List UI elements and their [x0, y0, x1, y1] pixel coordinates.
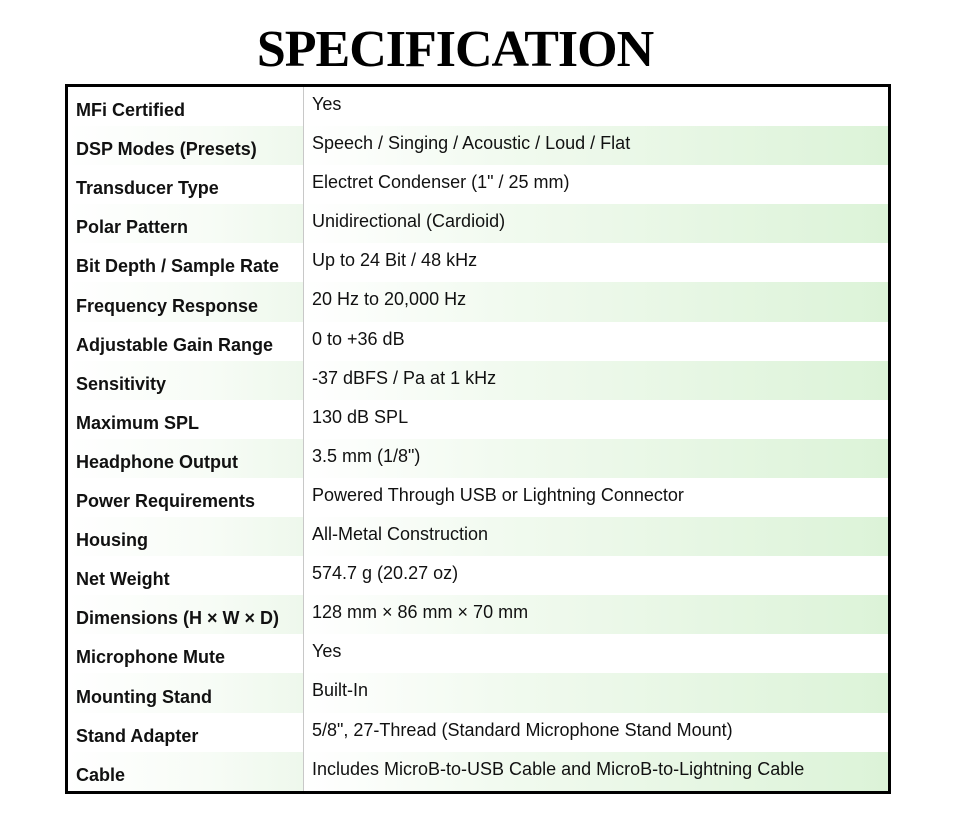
spec-row	[68, 634, 888, 673]
spec-label: Cable	[68, 752, 304, 791]
spec-label: Polar Pattern	[68, 204, 304, 243]
spec-label: Stand Adapter	[68, 713, 304, 752]
spec-value: -37 dBFS / Pa at 1 kHz	[304, 361, 888, 400]
spec-row	[68, 322, 888, 361]
spec-value: 128 mm × 86 mm × 70 mm	[304, 595, 888, 634]
spec-row	[68, 517, 888, 556]
spec-row	[68, 752, 888, 791]
spec-value: 0 to +36 dB	[312, 328, 405, 349]
spec-label: Housing	[68, 517, 304, 556]
spec-label: Maximum SPL	[68, 400, 304, 439]
spec-row	[68, 673, 888, 712]
spec-row	[68, 595, 888, 634]
spec-label: Bit Depth / Sample Rate	[68, 243, 304, 282]
spec-label: Power Requirements	[68, 478, 304, 517]
spec-row	[68, 400, 888, 439]
spec-label: Net Weight	[68, 556, 304, 595]
spec-value: 3.5 mm (1/8")	[304, 439, 888, 478]
page-title: SPECIFICATION	[256, 21, 654, 78]
spec-table	[65, 84, 891, 794]
spec-value: 5/8", 27-Thread (Standard Microphone Stand Mount)	[312, 719, 733, 740]
spec-value: 574.7 g (20.27 oz)	[312, 563, 459, 584]
spec-label: Microphone Mute	[68, 634, 304, 673]
spec-label: Sensitivity	[68, 361, 304, 400]
spec-row	[68, 165, 888, 204]
spec-value: 20 Hz to 20,000 Hz	[304, 282, 888, 321]
spec-value: Yes	[312, 641, 342, 662]
spec-value: All-Metal Construction	[304, 517, 888, 556]
spec-row	[68, 478, 888, 517]
spec-value: Powered Through USB or Lightning Connector	[312, 484, 684, 505]
spec-value: Electret Condenser (1" / 25 mm)	[312, 172, 570, 193]
spec-row	[68, 243, 888, 282]
spec-label: Mounting Stand	[68, 673, 304, 712]
spec-row	[68, 713, 888, 752]
spec-label: Dimensions (H × W × D)	[68, 595, 304, 634]
spec-row	[68, 204, 888, 243]
spec-value: Unidirectional (Cardioid)	[304, 204, 888, 243]
spec-value: Includes MicroB-to-USB Cable and MicroB-to-Lightning Cable	[304, 752, 888, 791]
spec-row	[68, 282, 888, 321]
spec-value: Speech / Singing / Acoustic / Loud / Flat	[304, 126, 888, 165]
spec-row	[68, 361, 888, 400]
spec-value: Up to 24 Bit / 48 kHz	[312, 250, 478, 271]
spec-row	[68, 439, 888, 478]
spec-label: Transducer Type	[68, 165, 304, 204]
spec-row	[68, 87, 888, 126]
spec-label: Adjustable Gain Range	[68, 322, 304, 361]
spec-row	[68, 556, 888, 595]
spec-value: Yes	[312, 94, 342, 114]
spec-label: MFi Certified	[68, 87, 304, 126]
spec-label: DSP Modes (Presets)	[68, 126, 304, 165]
spec-label: Frequency Response	[68, 282, 304, 321]
spec-value: 130 dB SPL	[312, 406, 409, 427]
spec-value: Built-In	[304, 673, 888, 712]
spec-row	[68, 126, 888, 165]
spec-label: Headphone Output	[68, 439, 304, 478]
